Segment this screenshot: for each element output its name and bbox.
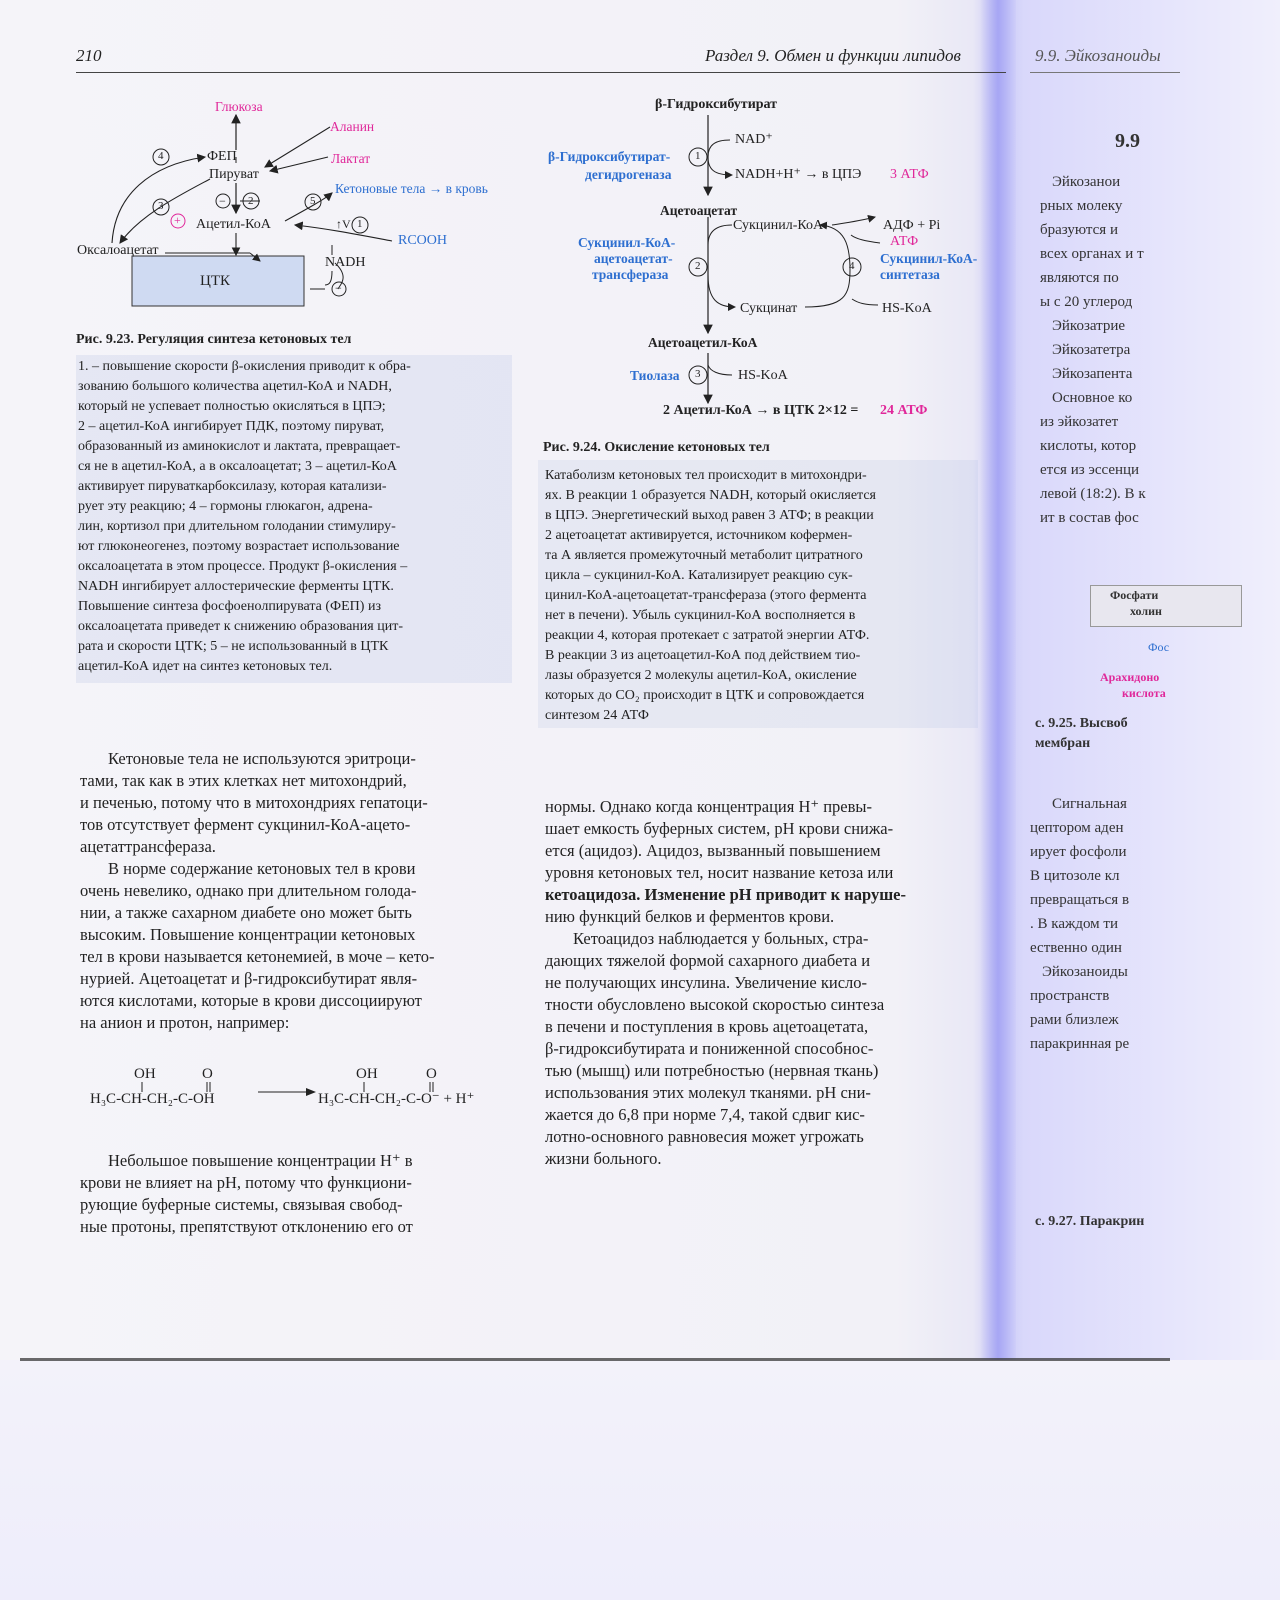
caption-line: NADH ингибирует аллостерические ферменты ЦТК.: [78, 579, 394, 594]
text-line: Небольшое повышение концентрации H⁺ в: [108, 1151, 413, 1170]
next-page-fig-label-3: Фос: [1148, 640, 1170, 654]
caption-line: 2 ацетоацетат активируется, источником кофермен-: [545, 528, 853, 543]
text-line: Эйкозаноиды: [1042, 964, 1128, 980]
text-line: паракринная ре: [1030, 1036, 1130, 1052]
fig924-hs-coa-label-2: HS-KoA: [738, 368, 788, 383]
text-line: жизни больного.: [545, 1149, 662, 1168]
fig924-step-2: 2: [695, 260, 701, 272]
page-bottom-margin: [0, 1360, 1280, 1600]
caption-line: нет в печени). Убыль сукцинил-КоА восполняется в: [545, 608, 856, 623]
text-line: всех органах и т: [1040, 246, 1144, 262]
text-line: ественно один: [1030, 940, 1122, 956]
book-spine-shadow: [980, 0, 1016, 1360]
next-page-header-rule: [1030, 72, 1180, 73]
next-page-text-block-1: [1040, 170, 1146, 530]
caption-line: лин, кортизол при длительном голодании стимулиру-: [78, 519, 396, 534]
fig924-dehydrogenase-label-1: β-Гидроксибутират-: [548, 149, 671, 164]
text-line: бразуются и: [1040, 222, 1118, 238]
text-line: тами, так как в этих клетках нет митохондрий,: [80, 771, 407, 790]
fig924-hs-coa-label: HS-KoA: [882, 301, 932, 316]
caption-line: активирует пируваткарбоксилазу, которая катализи-: [78, 479, 387, 494]
fig924-caption-title: Рис. 9.24. Окисление кетоновых тел: [543, 440, 770, 455]
page-number: 210: [76, 46, 102, 65]
next-page-heading: 9.9: [1115, 130, 1140, 152]
caption-line: 2 – ацетил-КоА ингибирует ПДК, поэтому пируват,: [78, 419, 385, 434]
caption-line: который не успевает полностью окисляться в ЦПЭ;: [78, 399, 386, 414]
caption-line: та А является промежуточный метаболит цитратного: [545, 548, 863, 563]
text-line: Кетоацидоз наблюдается у больных, стра-: [573, 929, 869, 948]
fig924-nad-label: NAD⁺: [735, 132, 773, 147]
fig923-pyruvate-label: Пируват: [209, 167, 259, 182]
text-line: в печени и поступления в кровь ацетоацетата,: [545, 1017, 869, 1036]
text-line: Кетоновые тела не используются эритроци-: [108, 749, 416, 768]
page-bottom-edge: [20, 1358, 1170, 1361]
text-line: рующие буферные системы, связывая свобод-: [80, 1195, 403, 1214]
caption-line: реакции 4, которая протекает с затратой энергии АТФ.: [545, 628, 870, 643]
caption-line: цинил-КоА-ацетоацетат-трансфераза (этого фермента: [545, 588, 867, 603]
next-page-running-title: 9.9. Эйкозаноиды: [1035, 46, 1161, 65]
next-page-fig-label-5: кислота: [1122, 686, 1166, 700]
text-line: рами близлеж: [1030, 1012, 1119, 1028]
text-line: не получающих инсулина. Увеличение кисло-: [545, 973, 868, 992]
fig924-atp-label: АТФ: [890, 234, 919, 249]
text-line: нии, а также сахарном диабете оно может быть: [80, 903, 412, 922]
fig924-acetoacetate-label: Ацетоацетат: [660, 203, 738, 218]
running-title: Раздел 9. Обмен и функции липидов: [705, 46, 961, 65]
text-line: на анион и протон, например:: [80, 1013, 290, 1032]
text-line: тности обусловлено высокой скоростью синтеза: [545, 995, 885, 1014]
text-line: В цитозоле кл: [1030, 868, 1120, 884]
text-line: жается до 6,8 при норме 7,4, такой сдвиг кис-: [545, 1105, 865, 1124]
fig924-thiolase-label: Тиолаза: [630, 368, 680, 383]
caption-line: оксалоацетата приведет к снижению образования цит-: [78, 619, 403, 634]
next-page-fig925-caption-2: мембран: [1035, 736, 1091, 751]
right-paragraph-1: [545, 796, 977, 928]
caption-line: рата и скорости ЦТК; 5 – не использованный в ЦТК: [78, 639, 389, 654]
text-line: высоким. Повышение концентрации кетоновых: [80, 925, 416, 944]
formula-oh-left: OH: [134, 1066, 156, 1082]
next-page-fig-label-4: Арахидоно: [1100, 670, 1160, 684]
fig924-synthetase-label-1: Сукцинил-КоА-: [880, 251, 978, 266]
text-line: пространств: [1030, 988, 1110, 1004]
right-paragraph-2: [545, 928, 977, 1170]
text-line: уровня кетоновых тел, носит название кетоза или: [545, 863, 894, 882]
caption-line: ся не в ацетил-КоА, а в оксалоацетат; 3 – ацетил-КоА: [78, 459, 397, 474]
caption-line: синтезом 24 АТФ: [545, 708, 649, 723]
left-paragraph-2: [80, 858, 512, 1034]
caption-line: ют глюконеогенез, поэтому возрастает использование: [78, 539, 400, 554]
text-line: Эйкозапента: [1052, 366, 1133, 382]
caption-line: образованный из аминокислот и лактата, превращает-: [78, 439, 401, 454]
fig923-rcooh-label: RCOOH: [398, 233, 448, 248]
text-line: ит в состав фос: [1040, 510, 1139, 526]
next-page-fig927-caption: с. 9.27. Паракрин: [1035, 1214, 1145, 1229]
fig924-atp3-label: 3 АТФ: [890, 167, 929, 182]
fig923-caption-body: [78, 357, 510, 677]
text-line: Эйкозанои: [1052, 174, 1121, 190]
text-line: Основное ко: [1052, 390, 1133, 406]
caption-line: 1. – повышение скорости β-окисления приводит к обра-: [78, 359, 411, 374]
formula-oh-right: OH: [356, 1066, 378, 1082]
caption-line: Катаболизм кетоновых тел происходит в митохондри-: [545, 468, 867, 483]
text-line: ацетаттрансфераза.: [80, 837, 216, 856]
formula-left-side: H₃C-CH-CH₂-C-OH: [90, 1091, 215, 1107]
fig923-oxaloacetate-label: Оксалоацетат: [77, 243, 159, 258]
text-line: лотно-основного равновесия может угрожать: [545, 1127, 864, 1146]
text-line: Эйкозатрие: [1052, 318, 1126, 334]
text-line: кислоты, котор: [1040, 438, 1137, 454]
fig924-succinate-label: Сукцинат: [740, 301, 798, 316]
text-line: тью (мышц) или потребностью (нервная ткань): [545, 1061, 879, 1080]
fig924-atp24-label: 24 АТФ: [880, 403, 928, 418]
text-line: тел в крови называется кетонемией, в моче – кето-: [80, 947, 435, 966]
text-line: использования этих молекул тканями. pH сни-: [545, 1083, 871, 1102]
header-rule: [76, 72, 1006, 73]
caption-line: в ЦПЭ. Энергетический выход равен 3 АТФ; в реакции: [545, 508, 874, 523]
caption-line: которых до CO₂ происходит в ЦТК и сопровождается: [545, 688, 865, 703]
text-line: ются кислотами, которые в крови диссоциируют: [80, 991, 422, 1010]
left-paragraph-3: [80, 1150, 512, 1238]
text-line: очень невелико, однако при длительном голода-: [80, 881, 417, 900]
fig923-pep-label: ФЕП: [207, 149, 237, 164]
fig923-tca-label: ЦТК: [200, 273, 230, 289]
fig923-nadh-label: NADH: [325, 255, 366, 270]
fig923-step-4: 4: [158, 150, 164, 162]
fig923-step-2: 2: [248, 195, 254, 207]
caption-line: рует эту реакцию; 4 – гормоны глюкагон, адрена-: [78, 499, 373, 514]
next-page-fig-label-1: Фосфати: [1110, 588, 1159, 602]
text-line: Эйкозатетра: [1052, 342, 1131, 358]
left-paragraph-1: [80, 748, 512, 858]
fig924-transferase-label-2: ацетоацетат-: [594, 251, 673, 266]
caption-line: лазы образуется 2 молекулы ацетил-КоА, окисление: [545, 668, 857, 683]
formula-o-left: O: [202, 1066, 213, 1082]
text-line: тов отсутствует фермент сукцинил-КоА-ацето-: [80, 815, 411, 834]
fig924-adp-pi-label: АДФ + Pi: [883, 218, 941, 233]
text-line: из эйкозатет: [1040, 414, 1119, 430]
next-page-fig925-caption-1: с. 9.25. Высвоб: [1035, 716, 1128, 731]
fig924-acetoacetyl-coa-label: Ацетоацетил-КоА: [648, 335, 758, 350]
caption-line: Повышение синтеза фосфоенолпирувата (ФЕП) из: [78, 599, 381, 614]
text-line: β-гидроксибутирата и пониженной способнос-: [545, 1039, 874, 1058]
text-line: крови не влияет на pH, потому что функциони-: [80, 1173, 412, 1192]
text-line: ется (ацидоз). Ацидоз, вызванный повышением: [545, 841, 881, 860]
fig923-minus-sign-2: −: [335, 281, 342, 295]
caption-line: ацетил-КоА идет на синтез кетоновых тел.: [78, 659, 333, 674]
text-line: ы с 20 углерод: [1040, 294, 1133, 310]
fig923-plus-sign: +: [174, 213, 181, 227]
text-line: В норме содержание кетоновых тел в крови: [108, 859, 416, 878]
text-line: ется из эссенци: [1040, 462, 1140, 478]
fig924-final-line: 2 Ацетил-КоА → в ЦТК 2×12 =: [663, 403, 859, 418]
text-line: . В каждом ти: [1030, 916, 1119, 932]
text-line: нурией. Ацетоацетат и β-гидроксибутират явля-: [80, 969, 418, 988]
fig924-transferase-label-3: трансфераза: [592, 267, 669, 282]
fig924-succinyl-coa-label: Сукцинил-КоА: [733, 218, 824, 233]
fig923-acetyl-coa-label: Ацетил-КоА: [196, 217, 271, 232]
text-line: кетоацидоза. Изменение pH приводит к наруше-: [545, 885, 906, 904]
formula-right-side: H₃C-CH-CH₂-C-O⁻ + H⁺: [318, 1091, 475, 1107]
caption-line: цикла – сукцинил-КоА. Катализирует реакцию сук-: [545, 568, 853, 583]
text-line: дающих тяжелой формой сахарного диабета и: [545, 951, 871, 970]
fig924-dehydrogenase-label-2: дегидрогеназа: [585, 167, 672, 182]
fig924-nadh-line: NADH+H⁺ → в ЦПЭ: [735, 167, 862, 182]
text-line: и печенью, потому что в митохондриях гепатоци-: [80, 793, 428, 812]
fig924-synthetase-label-2: синтетаза: [880, 267, 940, 282]
fig924-transferase-label-1: Сукцинил-КоА-: [578, 235, 676, 250]
fig924-step-1: 1: [695, 150, 701, 162]
fig923-glucose-label: Глюкоза: [215, 99, 263, 114]
caption-line: оксалоацетата в этом процессе. Продукт β-окисления –: [78, 559, 408, 574]
text-line: ные протоны, препятствуют отклонению его от: [80, 1217, 413, 1236]
next-page-text-block-2: [1030, 792, 1129, 1056]
fig924-step-4: 4: [849, 260, 855, 272]
fig923-minus-sign-1: −: [219, 194, 226, 208]
fig923-step-5: 5: [310, 195, 316, 207]
fig-9-23-arrows: [70, 95, 520, 325]
fig923-caption-title: Рис. 9.23. Регуляция синтеза кетоновых тел: [76, 332, 352, 347]
fig923-step-1: 1: [357, 218, 363, 230]
formula-o-right: O: [426, 1066, 437, 1082]
text-line: Сигнальная: [1052, 796, 1127, 812]
fig923-step-3: 3: [158, 200, 164, 212]
fig923-velocity-mark: ↑V: [336, 217, 351, 231]
next-page-fragment: [1030, 80, 1280, 1360]
text-line: ирует фосфоли: [1030, 844, 1127, 860]
fig923-ketone-to-blood-label: Кетоновые тела → в кровь: [335, 181, 488, 196]
text-line: превращаться в: [1030, 892, 1130, 908]
text-line: являются по: [1040, 270, 1119, 286]
text-line: нормы. Однако когда концентрация H⁺ превы-: [545, 797, 873, 816]
caption-line: ях. В реакции 1 образуется NADH, который окисляется: [545, 488, 876, 503]
fig924-bhb-label: β-Гидроксибутират: [655, 97, 778, 112]
text-line: цептором аден: [1030, 820, 1124, 836]
fig924-caption-body: [545, 466, 975, 726]
next-page-fig-label-2: холин: [1130, 604, 1162, 618]
text-line: левой (18:2). В к: [1040, 486, 1146, 502]
fig924-step-3: 3: [695, 368, 701, 380]
fig923-lactate-label: Лактат: [331, 151, 371, 166]
caption-line: зованию большого количества ацетил-КоА и NADH,: [78, 379, 392, 394]
fig923-alanine-label: Аланин: [330, 119, 375, 134]
text-line: рных молеку: [1040, 198, 1123, 214]
text-line: шает емкость буферных систем, pH крови снижа-: [545, 819, 894, 838]
text-line: нию функций белков и ферментов крови.: [545, 907, 835, 926]
caption-line: В реакции 3 из ацетоацетил-КоА под действием тио-: [545, 648, 861, 663]
